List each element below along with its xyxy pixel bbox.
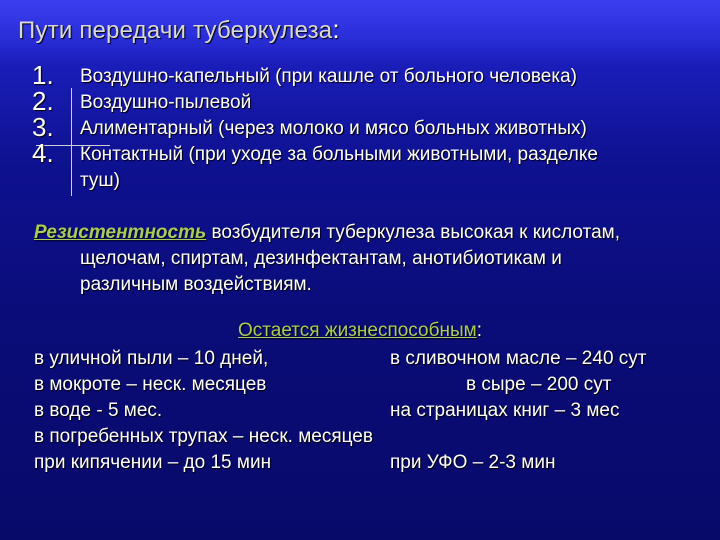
slide-title-text: Пути передачи туберкулеза bbox=[18, 17, 333, 44]
survival-heading-colon: : bbox=[476, 320, 482, 341]
resistance-line: щелочам, спиртам, дезинфектантам, анотибиотикам и bbox=[80, 248, 562, 269]
survival-row-right: при УФО – 2-3 мин bbox=[390, 452, 556, 473]
list-item-text: Алиментарный (через молоко и мясо больных животных) bbox=[80, 118, 587, 139]
list-item-text: Воздушно-пылевой bbox=[80, 92, 252, 113]
resistance-line bbox=[34, 222, 704, 248]
survival-row-left: в уличной пыли – 10 дней, bbox=[34, 348, 269, 369]
list-item bbox=[32, 138, 702, 168]
survival-row-right: в сыре – 200 сут bbox=[466, 374, 612, 395]
survival-row bbox=[0, 398, 720, 424]
survival-row-left: при кипячении – до 15 мин bbox=[34, 452, 272, 473]
list-item-number: 2. bbox=[32, 86, 54, 116]
list-item-text: Контактный (при уходе за больными животными, разделке bbox=[80, 144, 598, 165]
slide-title bbox=[18, 14, 340, 45]
list-item-number: 1. bbox=[32, 60, 54, 90]
survival-row-left: в воде - 5 мес. bbox=[34, 400, 163, 421]
survival-table bbox=[0, 346, 720, 476]
survival-row bbox=[0, 424, 720, 450]
list-item bbox=[32, 86, 702, 116]
survival-row bbox=[0, 450, 720, 476]
resistance-keyword: Резистентность bbox=[34, 222, 207, 243]
survival-heading-text: Остается жизнеспособным bbox=[238, 320, 477, 341]
survival-row-left: в мокроте – неск. месяцев bbox=[34, 374, 267, 395]
resistance-line1-text: возбудителя туберкулеза высокая к кислотам, bbox=[206, 222, 620, 243]
list-item bbox=[32, 60, 702, 90]
list-item-text: Воздушно-капельный (при кашле от больного человека) bbox=[80, 66, 577, 87]
survival-row-right: на страницах книг – 3 мес bbox=[390, 400, 620, 421]
list-item-number: 4. bbox=[32, 138, 54, 168]
slide-title-colon: : bbox=[332, 14, 340, 44]
list-item-number: 3. bbox=[32, 112, 54, 142]
survival-row bbox=[0, 346, 720, 372]
transmission-list bbox=[32, 60, 702, 168]
survival-row-right: в сливочном масле – 240 сут bbox=[390, 348, 647, 369]
list-item-continuation: туш) bbox=[80, 170, 120, 191]
survival-row bbox=[0, 372, 720, 398]
survival-row-left: в погребенных трупах – неск. месяцев bbox=[34, 426, 373, 447]
resistance-paragraph bbox=[34, 222, 704, 300]
survival-heading bbox=[0, 320, 720, 342]
resistance-line: различным воздействиям. bbox=[80, 274, 312, 295]
list-item bbox=[32, 112, 702, 142]
